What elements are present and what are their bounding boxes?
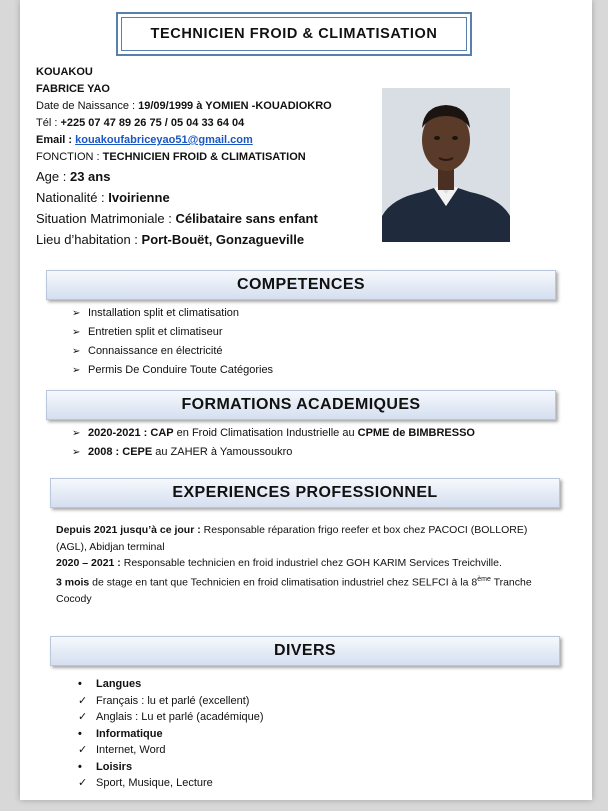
fonction-value: TECHNICIEN FROID & CLIMATISATION — [102, 151, 306, 163]
divers-item-label: Internet, Word — [96, 744, 166, 756]
formations-list — [72, 424, 475, 462]
experience-superscript: ème — [477, 575, 491, 583]
phone-label: Tél : — [36, 117, 61, 129]
formation-year-diploma: 2008 : CEPE — [88, 446, 153, 458]
competence-label: Permis De Conduire Toute Catégories — [88, 364, 274, 376]
residence-line — [36, 229, 332, 250]
marital-line — [36, 208, 332, 229]
checkmark-icon: ✓ — [78, 711, 88, 723]
age-line — [36, 166, 332, 187]
arrow-bullet-icon: ➢ — [72, 346, 81, 357]
competence-label: Installation split et climatisation — [88, 307, 240, 319]
divers-item — [78, 775, 264, 792]
birth-date-value: 19/09/1999 à YOMIEN -KOUADIOKRO — [138, 100, 332, 112]
competence-label: Entretien split et climatiseur — [88, 326, 223, 338]
cv-title: TECHNICIEN FROID & CLIMATISATION — [116, 12, 472, 56]
arrow-bullet-icon: ➢ — [72, 447, 81, 458]
divers-heading-label: Informatique — [96, 727, 163, 740]
residence-label: Lieu d’habitation : — [36, 232, 142, 247]
experience-text: Responsable technicien en froid industriel chez GOH KARIM Services Treichville. — [123, 557, 502, 569]
competences-list — [72, 304, 273, 380]
phone-line — [36, 115, 332, 132]
experiences-list — [56, 522, 556, 607]
formation-text: en Froid Climatisation Industrielle au — [173, 427, 358, 439]
birth-date-label: Date de Naissance : — [36, 100, 139, 112]
divers-heading — [78, 676, 264, 693]
nationality-line — [36, 187, 332, 208]
fonction-line — [36, 149, 332, 166]
checkmark-icon: ✓ — [78, 744, 88, 756]
bullet-dot-icon: • — [78, 727, 82, 740]
experience-period: 2020 – 2021 : — [56, 557, 124, 569]
divers-item-label: Sport, Musique, Lecture — [96, 777, 213, 789]
section-experiences: EXPERIENCES PROFESSIONNEL — [50, 478, 560, 508]
arrow-bullet-icon: ➢ — [72, 327, 81, 338]
experience-text: de stage en tant que Technicien en froid climatisation industriel chez SELFCI à la 8 — [89, 576, 478, 588]
bullet-dot-icon: • — [78, 760, 82, 773]
competence-item — [72, 361, 273, 380]
phone-value: +225 07 47 89 26 75 / 05 04 33 64 04 — [60, 117, 245, 129]
portrait-illustration — [382, 88, 510, 242]
experience-period: Depuis 2021 jusqu’à ce jour : — [56, 524, 204, 536]
experience-period: 3 mois — [56, 576, 90, 588]
formation-item — [72, 443, 475, 462]
profile-photo — [382, 88, 510, 242]
checkmark-icon: ✓ — [78, 694, 88, 707]
divers-item — [78, 693, 264, 710]
marital-value: Célibataire sans enfant — [175, 211, 318, 226]
formation-text: au ZAHER à Yamoussoukro — [152, 446, 293, 458]
fonction-label: FONCTION : — [36, 151, 103, 163]
experience-item — [56, 555, 556, 572]
email-label: Email : — [36, 134, 76, 146]
checkmark-icon: ✓ — [78, 777, 88, 789]
divers-heading-label: Langues — [96, 678, 142, 690]
divers-heading-label: Loisirs — [96, 760, 133, 773]
email-link[interactable]: kouakoufabriceyao51@gmail.com — [75, 134, 253, 146]
experience-text-after: Tranche Cocody — [56, 576, 532, 605]
formation-school: CPME de BIMBRESSO — [357, 427, 475, 439]
divers-item — [78, 742, 264, 759]
birth-date-line — [36, 98, 332, 115]
divers-heading — [78, 759, 264, 776]
age-value: 23 ans — [69, 169, 111, 184]
section-formations: FORMATIONS ACADEMIQUES — [46, 390, 556, 420]
divers-list — [78, 676, 264, 792]
residence-value: Port-Bouët, Gonzagueville — [141, 232, 305, 247]
divers-item — [78, 709, 264, 726]
email-line — [36, 132, 332, 149]
formation-item — [72, 424, 475, 443]
experience-item — [56, 522, 556, 555]
arrow-bullet-icon: ➢ — [72, 365, 81, 376]
section-divers: DIVERS — [50, 636, 560, 666]
competence-item — [72, 342, 273, 361]
marital-label: Situation Matrimoniale : — [36, 211, 176, 226]
identity-block — [36, 64, 332, 250]
section-competences: COMPETENCES — [46, 270, 556, 300]
experience-item — [56, 572, 556, 608]
cv-page — [20, 0, 592, 800]
first-name: FABRICE YAO — [36, 83, 110, 95]
competence-item — [72, 323, 273, 342]
competence-label: Connaissance en électricité — [88, 345, 223, 357]
experience-text: Responsable réparation frigo reefer et box chez PACOCI (BOLLORE) (AGL), Abidjan terminal — [56, 524, 528, 553]
arrow-bullet-icon: ➢ — [72, 428, 81, 439]
divers-heading — [78, 726, 264, 743]
age-label: Age : — [36, 169, 70, 184]
divers-item-label: Anglais : Lu et parlé (académique) — [96, 711, 264, 723]
nationality-value: Ivoirienne — [108, 190, 170, 205]
divers-item-label: Français : lu et parlé (excellent) — [96, 694, 250, 707]
nationality-label: Nationalité : — [36, 190, 109, 205]
bullet-dot-icon: • — [78, 678, 82, 690]
competence-item — [72, 304, 273, 323]
last-name: KOUAKOU — [36, 66, 93, 78]
arrow-bullet-icon: ➢ — [72, 308, 81, 319]
formation-year-diploma: 2020-2021 : CAP — [88, 427, 174, 439]
